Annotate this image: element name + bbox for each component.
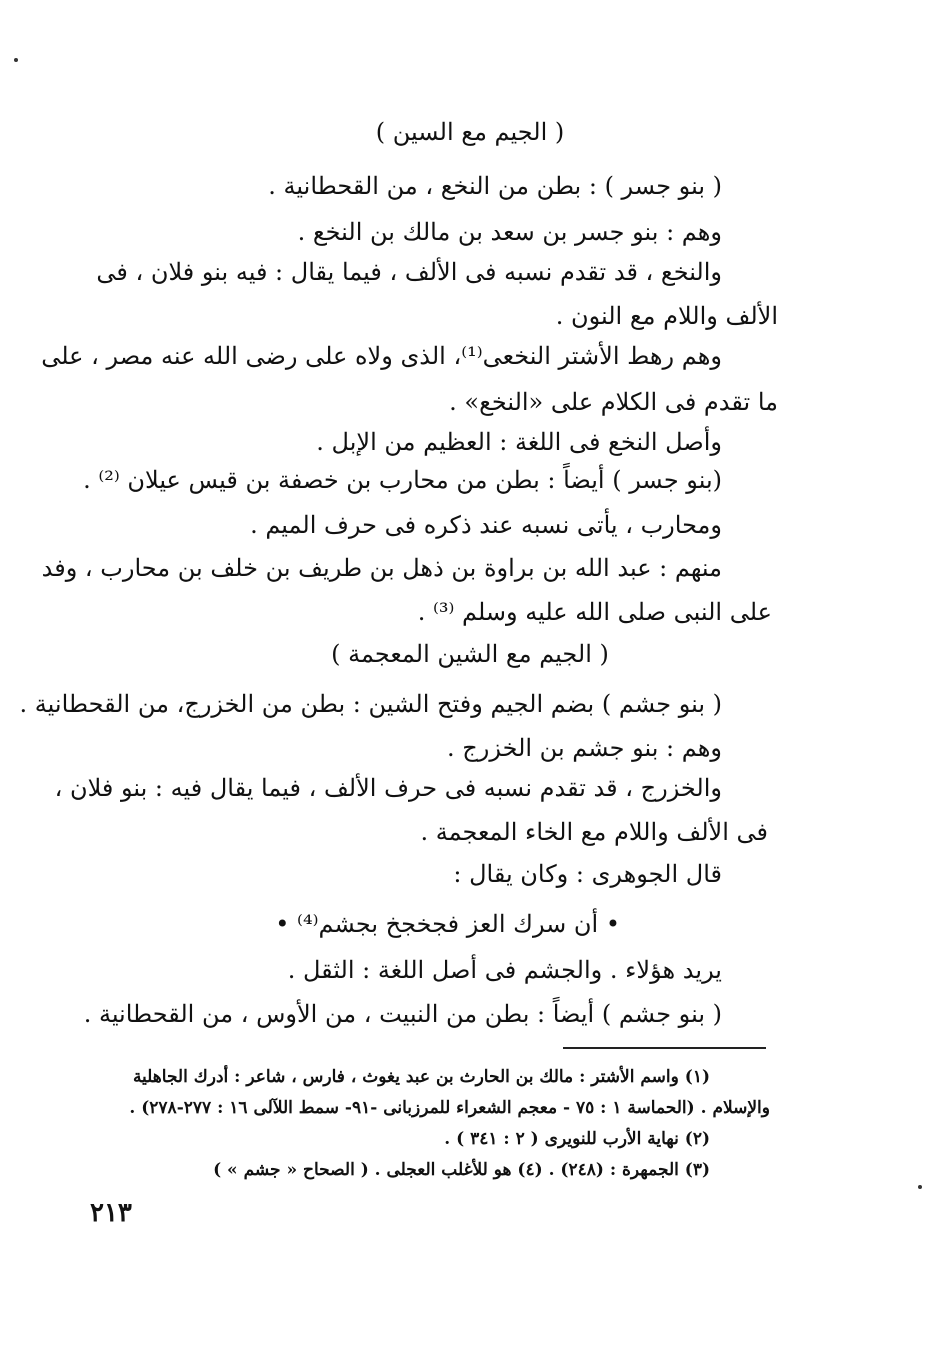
body-line-18: ( بنو جشم ) أيضاً : بطن من النبيت ، من الأوس ، من القحطانية . — [83, 1000, 722, 1028]
body-line-9: ومحارب ، يأتى نسبه عند ذكره فى حرف الميم . — [250, 511, 722, 539]
body-line-1: ( بنو جسر ) : بطن من النخع ، من القحطانية . — [268, 172, 722, 200]
body-line-12: ( بنو جشم ) بضم الجيم وفتح الشين : بطن من الخزرج، من القحطانية . — [19, 690, 722, 718]
body-line-2: وهم : بنو جسر بن سعد بن مالك بن النخع . — [297, 218, 722, 246]
page-number: ٢١٣ — [90, 1198, 132, 1228]
section-heading-jim-shin: ( الجيم مع الشين المعجمة ) — [331, 640, 609, 668]
footnote-1-cont: والإسلام . (الحماسة ١ : ٧٥ - معجم الشعراء للمرزبانى -٩١- سمط اللآلى ١٦ : ٢٧٧-٢٧٨) . — [129, 1098, 770, 1118]
scan-speck — [918, 1185, 922, 1189]
poetry-verse: • أن سرك العز فجخجخ بجشم⁽⁴⁾ • — [275, 910, 620, 938]
body-line-6: ما تقدم فى الكلام على «النخع» . — [449, 388, 778, 416]
body-line-15: فى الألف واللام مع الخاء المعجمة . — [420, 818, 768, 846]
body-line-13: وهم : بنو جشم بن الخزرج . — [447, 734, 722, 762]
body-line-16: قال الجوهرى : وكان يقال : — [453, 860, 722, 888]
body-line-10: منهم : عبد الله بن براوة بن ذهل بن طريف بن خلف بن محارب ، وفد — [41, 554, 722, 582]
body-line-3: والنخع ، قد تقدم نسبه فى الألف ، فيما يقال : فيه بنو فلان ، فى — [96, 258, 722, 286]
body-line-5: وهم رهط الأشتر النخعى⁽¹⁾، الذى ولاه على رضى الله عنه مصر ، على — [41, 342, 722, 370]
footnote-3-4: (٣) الجمهرة : (٢٤٨) . (٤) هو للأغلب العجلى . ( الصحاح « جشم » ) — [213, 1160, 710, 1180]
section-heading-jim-sin: ( الجيم مع السين ) — [375, 118, 565, 146]
footnote-separator — [563, 1047, 766, 1049]
footnote-1: (١) واسم الأشتر : مالك بن الحارث بن عبد يغوث ، فارس ، شاعر : أدرك الجاهلية — [132, 1067, 710, 1087]
footnote-2: (٢) نهاية الأرب للنويرى ( ٢ : ٣٤١ ) . — [444, 1129, 710, 1149]
body-line-7: وأصل النخع فى اللغة : العظيم من الإبل . — [316, 428, 722, 456]
scan-speck — [14, 58, 18, 62]
body-line-11: على النبى صلى الله عليه وسلم ⁽³⁾ . — [417, 598, 772, 626]
body-line-14: والخزرج ، قد تقدم نسبه فى حرف الألف ، فيما يقال فيه : بنو فلان ، — [54, 774, 722, 802]
body-line-8: (بنو جسر ) أيضاً : بطن من محارب بن خصفة بن قيس عيلان ⁽²⁾ . — [83, 466, 722, 494]
body-line-17: يريد هؤلاء . والجشم فى أصل اللغة : الثقل . — [287, 956, 722, 984]
body-line-4: الألف واللام مع النون . — [555, 302, 778, 330]
